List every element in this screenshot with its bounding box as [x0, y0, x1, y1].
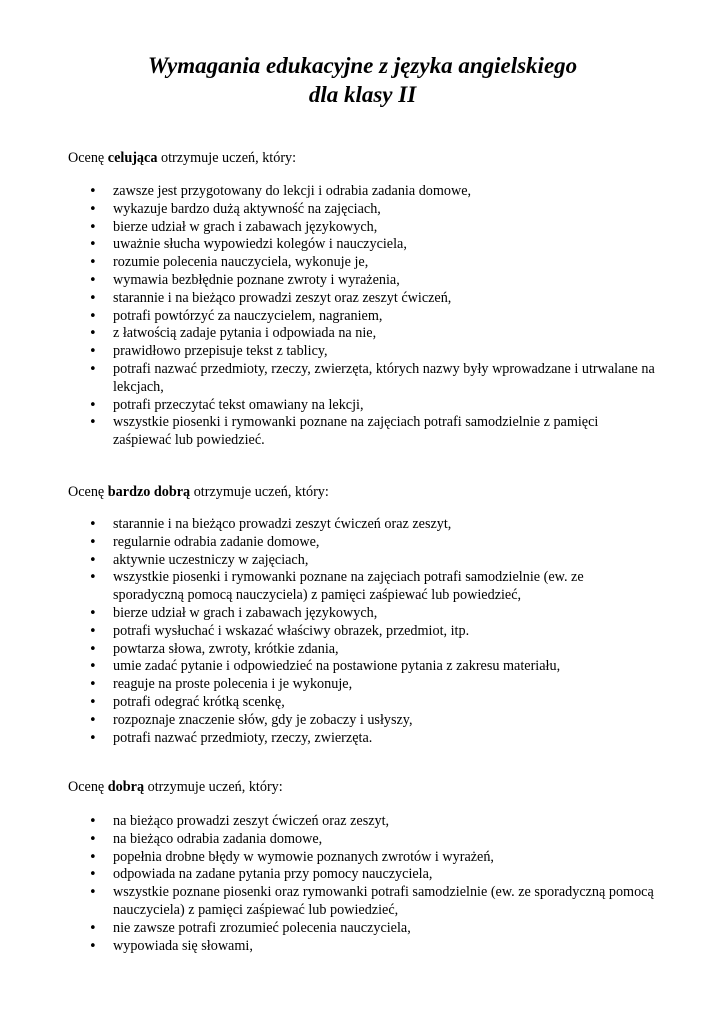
intro-prefix: Ocenę — [68, 150, 108, 166]
list-item: • potrafi nazwać przedmioty, rzeczy, zwierzęta, których nazwy były wprowadzane i utrwalane na lekcjach, — [0, 361, 658, 397]
list-item: • potrafi odegrać krótką scenkę, — [0, 694, 658, 712]
section-intro-dobra — [68, 778, 283, 796]
list-item: • bierze udział w grach i zabawach językowych, — [0, 605, 658, 623]
list-item: • regularnie odrabia zadanie domowe, — [0, 534, 658, 552]
requirements-list-bardzo-dobra — [0, 516, 725, 747]
list-item: • rozpoznaje znaczenie słów, gdy je zobaczy i usłyszy, — [0, 712, 658, 730]
list-item: • wymawia bezbłędnie poznane zwroty i wyrażenia, — [0, 272, 658, 290]
list-item: • popełnia drobne błędy w wymowie poznanych zwrotów i wyrażeń, — [0, 849, 658, 867]
section-intro-celujaca — [68, 149, 296, 167]
list-item: • zawsze jest przygotowany do lekcji i odrabia zadania domowe, — [0, 183, 658, 201]
list-item: • rozumie polecenia nauczyciela, wykonuje je, — [0, 254, 658, 272]
list-item: • na bieżąco odrabia zadania domowe, — [0, 831, 658, 849]
grade-label: bardzo dobrą — [107, 484, 191, 500]
page-title: Wymagania edukacyjne z języka angielskiego — [147, 53, 578, 78]
section-intro-bardzo-dobra — [68, 483, 329, 501]
requirements-list-dobra — [0, 813, 725, 955]
page-subtitle: dla klasy II — [308, 82, 417, 107]
list-item: • wypowiada się słowami, — [0, 938, 658, 956]
list-item: • wszystkie piosenki i rymowanki poznane na zajęciach potrafi samodzielnie (ew. ze sporadyczną pomocą nauczyciela) z pamięci zaśpiewać lub powiedzieć, — [0, 569, 658, 605]
list-item: • wszystkie poznane piosenki oraz rymowanki potrafi samodzielnie (ew. ze sporadyczną pomocą nauczyciela) z pamięci zaśpiewać lub powiedzieć, — [0, 884, 658, 920]
list-item: • prawidłowo przepisuje tekst z tablicy, — [0, 343, 658, 361]
intro-suffix: otrzymuje uczeń, który: — [190, 484, 329, 500]
list-item: • powtarza słowa, zwroty, krótkie zdania, — [0, 641, 658, 659]
list-item: • na bieżąco prowadzi zeszyt ćwiczeń oraz zeszyt, — [0, 813, 658, 831]
list-item: • uważnie słucha wypowiedzi kolegów i nauczyciela, — [0, 236, 658, 254]
list-item: • potrafi wysłuchać i wskazać właściwy obrazek, przedmiot, itp. — [0, 623, 658, 641]
list-item: • potrafi nazwać przedmioty, rzeczy, zwierzęta. — [0, 730, 658, 748]
intro-prefix: Ocenę — [68, 779, 108, 795]
list-item: • nie zawsze potrafi zrozumieć polecenia nauczyciela, — [0, 920, 658, 938]
intro-prefix: Ocenę — [68, 484, 108, 500]
grade-label: celująca — [107, 150, 158, 166]
list-item: • bierze udział w grach i zabawach językowych, — [0, 219, 658, 237]
list-item: • umie zadać pytanie i odpowiedzieć na postawione pytania z zakresu materiału, — [0, 658, 658, 676]
intro-suffix: otrzymuje uczeń, który: — [144, 779, 283, 795]
list-item: • aktywnie uczestniczy w zajęciach, — [0, 552, 658, 570]
intro-suffix: otrzymuje uczeń, który: — [157, 150, 297, 166]
list-item: • reaguje na proste polecenia i je wykonuje, — [0, 676, 658, 694]
list-item: • potrafi powtórzyć za nauczycielem, nagraniem, — [0, 308, 658, 326]
list-item: • starannie i na bieżąco prowadzi zeszyt oraz zeszyt ćwiczeń, — [0, 290, 658, 308]
list-item: • potrafi przeczytać tekst omawiany na lekcji, — [0, 397, 658, 415]
list-item: • starannie i na bieżąco prowadzi zeszyt ćwiczeń oraz zeszyt, — [0, 516, 658, 534]
list-item: • odpowiada na zadane pytania przy pomocy nauczyciela, — [0, 866, 658, 884]
requirements-list-celujaca — [0, 183, 725, 450]
list-item: • wykazuje bardzo dużą aktywność na zajęciach, — [0, 201, 658, 219]
list-item: • z łatwością zadaje pytania i odpowiada na nie, — [0, 325, 658, 343]
list-item: • wszystkie piosenki i rymowanki poznane na zajęciach potrafi samodzielnie z pamięci zaśpiewać lub powiedzieć. — [0, 414, 658, 450]
grade-label: dobrą — [107, 779, 145, 795]
